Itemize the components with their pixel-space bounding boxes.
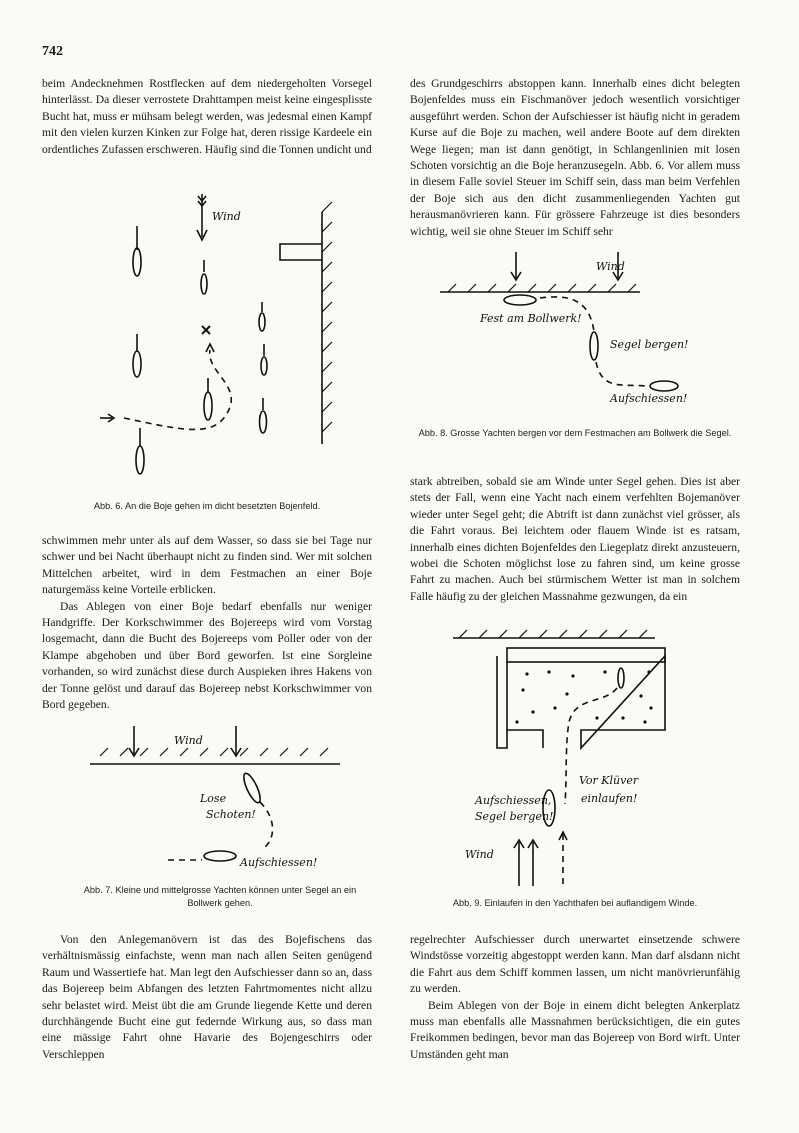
fig8-wind-label: Wind — [596, 260, 625, 273]
paragraph: stark abtreiben, sobald sie am Winde unter Segel gehen. Dies ist aber stets der Fall, wenn eine Yacht nach einem verfehlten Bojemanöver wieder unter Segel geht; die Abtrift ist dann zunächst viel grösser, als die Fahrt voraus. Bei leichtem oder flauem Winde ist es ratsam, innerhalb eines dichten Bojenfeldes den Liegeplatz direkt anzusteuern, wobei die Schoten möglichst lose zu fahren sind, um keine grosse Fahrt zu machen. Auch bei stürmischem Wetter ist man in solchem Falle häufig zu der gleichen Massnahme gezwungen, da ein — [410, 475, 740, 603]
figure-8-caption: Abb. 8. Grosse Yachten bergen vor dem Festmachen am Bollwerk die Segel. — [418, 428, 732, 438]
paragraph: regelrechter Aufschiesser durch unerwartet einsetzende schwere Windstösse vorzeitig abgestoppt werden kann. Man darf alsdann nicht die Fahrt aus dem Schiff kommen lassen, um nicht manövrierunfähig zu werden. — [410, 933, 740, 996]
fig7-aufschiessen-label: Aufschiessen! — [240, 856, 318, 869]
right-column-block-3 — [410, 932, 740, 1063]
page-number: 742 — [42, 44, 63, 59]
right-column-block-2 — [410, 474, 740, 605]
fig9-aufschiessen-label: Aufschiessen, — [475, 794, 552, 807]
left-column-block-1 — [42, 76, 372, 158]
right-column-block-1 — [410, 76, 740, 240]
fig8-aufschiessen-label: Aufschiessen! — [610, 392, 688, 405]
fig7-lose-label: Lose — [200, 792, 227, 805]
fig9-vor-kluever-label: Vor Klüver — [579, 774, 639, 787]
fig7-schoten-label: Schoten! — [206, 808, 256, 821]
paragraph: des Grundgeschirrs abstoppen kann. Innerhalb eines dicht belegten Bojenfeldes muss ein Fischmanöver jedoch wesentlich vorsichtiger ausgeführt werden. Schon der Aufschiesser ist häufig nicht in geradem Kurse auf die Boje zu machen, weil andere Boote auf dem direkten Wege liegen; man ist dann genötigt, in Schlangenlinien mit losen Schoten vorsichtig an die Boje heranzusegeln. Abb. 6. Vor allem muss in diesem Falle soviel Steuer im Schiff sein, dass man beim Verfehlen der Boje sich aus den dicht zusammenliegenden Yachten gut herausmanövrieren kann. Für grössere Fahrzeuge ist dies besonders wichtig, weil sie ohne Steuer im Schiff sehr — [410, 77, 740, 238]
figure-6-diagram — [40, 192, 380, 492]
paragraph: Das Ablegen von einer Boje bedarf ebenfalls nur weniger Handgriffe. Der Korkschwimmer des Bojereeps wird vom Vorstag losgemacht, dann die Bucht des Bojereeps vom Poller oder von der Klampe abgehoben und über Bord geworfen. Ist eine Sorgleine vorhanden, so wird zunächst diese durch Auspieken ihres Hakens von der Tonne gelöst und darauf das Bojereep nebst Korkschwimmer von Bord gegeben. — [42, 599, 372, 712]
fig9-einlaufen-label: einlaufen! — [581, 792, 638, 805]
figure-7-caption: Abb. 7. Kleine und mittelgrosse Yachten können unter Segel an ein Bollwerk gehen. — [83, 885, 357, 908]
figure-8-diagram — [440, 250, 720, 410]
fig7-wind-label: Wind — [174, 734, 203, 747]
figure-9-caption: Abb. 9. Einlaufen in den Yachthafen bei auflandigem Winde. — [452, 898, 698, 908]
fig6-wind-label: Wind — [212, 210, 241, 223]
fig9-wind-label: Wind — [465, 848, 494, 861]
figure-9-diagram — [445, 626, 745, 892]
figure-6-caption: Abb. 6. An die Boje gehen im dicht besetzten Bojenfeld. — [93, 501, 321, 511]
paragraph: beim Andecknehmen Rostflecken auf dem niedergeholten Vorsegel hinterlässt. Da dieser verrostete Drahttampen meist keine eingesplisste Bucht hat, muss er mühsam belegt werden, was jedesmal einen Kampf mit den vielen kurzen Kinken zur Folge hat, deren rissige Kardeele ein ordentliches Zufassen erschweren. Häufig sind die Tonnen undicht und — [42, 77, 372, 156]
fig8-fest-label: Fest am Bollwerk! — [480, 312, 582, 325]
fig9-segel-bergen-label: Segel bergen! — [475, 810, 554, 823]
paragraph: schwimmen mehr unter als auf dem Wasser, so dass sie bei Tage nur schwer und bei Nacht überhaupt nicht zu finden sind. Wer mit solchen Mittelchen arbeitet, wird in dem Festmachen an einer Boje naturgemäss keine Vorteile erblicken. — [42, 534, 372, 597]
figure-7-diagram — [90, 722, 350, 872]
fig8-segel-bergen-label: Segel bergen! — [610, 338, 689, 351]
paragraph: Beim Ablegen von der Boje in einem dicht belegten Ankerplatz muss man ebenfalls alle Massnahmen berücksichtigen, die ein gutes Freikommen bedingen, bevor man das Bojereep von Bord wirft. Unter Umständen geht man — [410, 998, 740, 1061]
left-column-block-3 — [42, 932, 372, 1063]
paragraph: Von den Anlegemanövern ist das des Bojefischens das verhältnismässig einfachste, wenn man nach allen Seiten genügend Raum und Wassertiefe hat. Man legt den Aufschiesser dann so an, dass das Bojereep beim Abfangen des letzten Fahrtmomentes nicht allzu sehr belastet wird. Meist übt die am Grunde liegende Kette und deren durchhängende Bucht eine gut federnde Wirkung aus, so dass man eine mässige Fahrt ohne Havarie des Bojengeschirrs oder Verschleppen — [42, 933, 372, 1061]
left-column-block-2 — [42, 533, 372, 713]
